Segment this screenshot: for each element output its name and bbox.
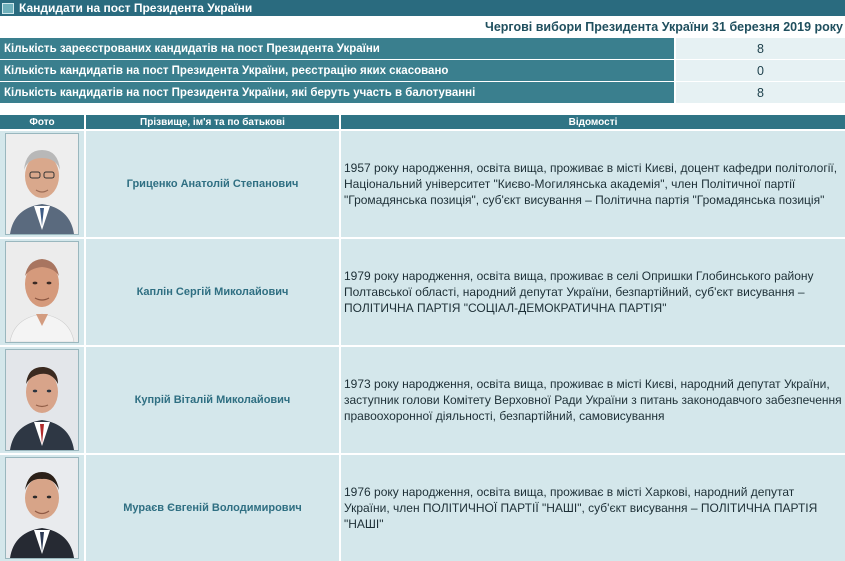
candidate-photo-cell [0, 455, 84, 561]
candidate-row [0, 131, 845, 237]
election-title: Чергові вибори Президента України 31 березня 2019 року [485, 20, 843, 34]
page-title: Кандидати на пост Президента України [19, 1, 253, 15]
column-header-photo: Фото [0, 115, 84, 129]
candidate-photo[interactable] [5, 133, 79, 235]
candidate-info: 1979 року народження, освіта вища, проживає в селі Опришки Глобинського району Полтавської області, народний депутат України, безпартійний, суб'єкт висування – ПОЛІТИЧНА ПАРТІЯ "СОЦІАЛ-ДЕМОКРАТИЧНА ПАРТІЯ" [341, 239, 845, 345]
candidate-row [0, 455, 845, 561]
candidate-name: Купрій Віталій Миколайович [86, 347, 339, 453]
candidate-photo-cell [0, 131, 84, 237]
candidate-name: Мураєв Євгеній Володимирович [86, 455, 339, 561]
stat-label: Кількість кандидатів на пост Президента України, які беруть участь в балотуванні [0, 82, 674, 103]
candidate-name: Гриценко Анатолій Степанович [86, 131, 339, 237]
candidate-photo[interactable] [5, 241, 79, 343]
stat-row-participating [0, 82, 845, 103]
candidate-photo-cell [0, 347, 84, 453]
candidate-row [0, 239, 845, 345]
candidate-info: 1976 року народження, освіта вища, проживає в місті Харкові, народний депутат України, член ПОЛІТИЧНОЇ ПАРТІЇ "НАШІ", суб'єкт висування – ПОЛІТИЧНА ПАРТІЯ "НАШІ" [341, 455, 845, 561]
title-square-icon [2, 3, 14, 14]
candidate-photo[interactable] [5, 349, 79, 451]
candidate-photo-cell [0, 239, 84, 345]
stat-value: 8 [676, 38, 845, 59]
candidates-table-header [0, 115, 845, 129]
column-header-info: Відомості [341, 115, 845, 129]
candidate-info: 1973 року народження, освіта вища, проживає в місті Києві, народний депутат України, заступник голови Комітету Верховної Ради України з питань законодавчого забезпечення правоохоронної діяльності, безпартійний, самовисування [341, 347, 845, 453]
page-title-bar [0, 0, 845, 16]
stat-value: 8 [676, 82, 845, 103]
column-header-name: Прізвище, ім'я та по батькові [86, 115, 339, 129]
candidate-row [0, 347, 845, 453]
candidate-name: Каплін Сергій Миколайович [86, 239, 339, 345]
stat-label: Кількість зареєстрованих кандидатів на пост Президента України [0, 38, 674, 59]
candidate-photo[interactable] [5, 457, 79, 559]
stats-table [0, 38, 845, 104]
stat-row-cancelled [0, 60, 845, 81]
stat-row-registered [0, 38, 845, 59]
stat-value: 0 [676, 60, 845, 81]
candidate-info: 1957 року народження, освіта вища, проживає в місті Києві, доцент кафедри політології, Національний університет "Києво-Могилянська академія", член Політичної партії "Громадянська позиція", суб'єкт висування – Політична партія "Громадянська позиція" [341, 131, 845, 237]
stat-label: Кількість кандидатів на пост Президента України, реєстрацію яких скасовано [0, 60, 674, 81]
